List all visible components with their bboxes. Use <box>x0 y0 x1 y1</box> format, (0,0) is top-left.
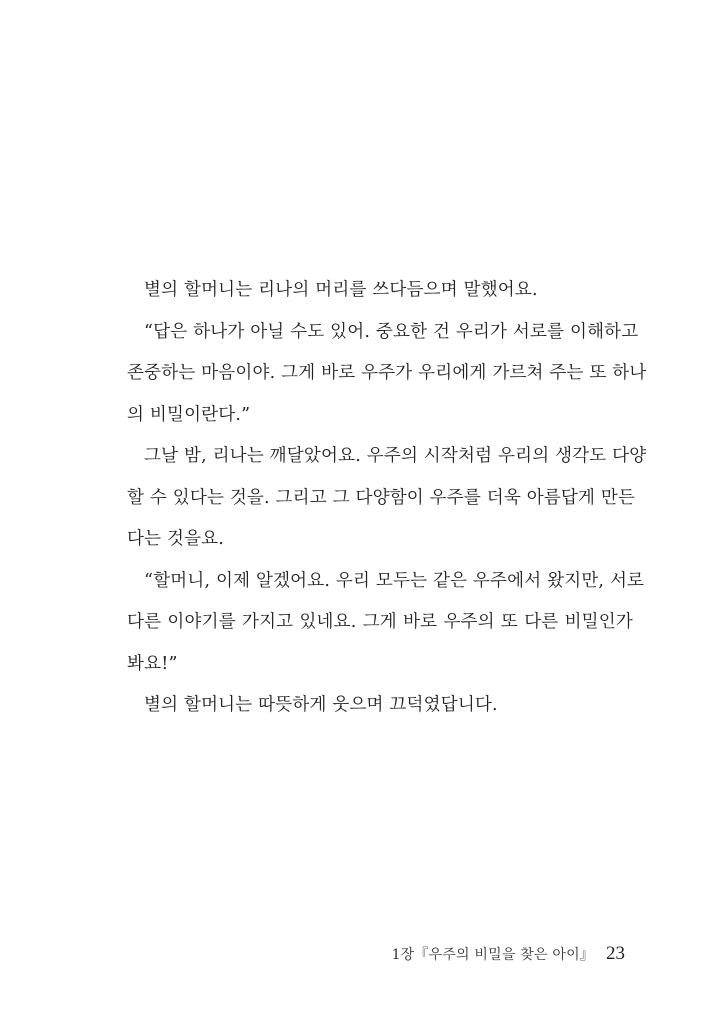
paragraph-line: “할머니, 이제 알겠어요. 우리 모두는 같은 우주에서 왔지만, 서로 <box>144 570 645 591</box>
paragraph-line: 다는 것을요. <box>127 529 225 549</box>
paragraph-line: 존중하는 마음이야. 그게 바로 우주가 우리에게 가르쳐 주는 또 하나 <box>127 363 647 383</box>
paragraph-line: 그날 밤, 리나는 깨달았어요. 우주의 시작처럼 우리의 생각도 다양 <box>144 446 647 466</box>
running-head: 1장『우주의 비밀을 찾은 아이』 <box>391 947 594 963</box>
body-text <box>127 270 647 727</box>
page-footer <box>392 943 625 965</box>
paragraph-line: “답은 하나가 아닐 수도 있어. 중요한 건 우리가 서로를 이해하고 <box>144 321 639 342</box>
page-number: 23 <box>606 943 625 964</box>
paragraph-line: 봐요!” <box>127 653 178 674</box>
paragraph-line: 별의 할머니는 따뜻하게 웃으며 끄덕였답니다. <box>144 695 498 715</box>
paragraph-line: 다른 이야기를 가지고 있네요. 그게 바로 우주의 또 다른 비밀인가 <box>127 612 633 632</box>
paragraph-line: 할 수 있다는 것을. 그리고 그 다양함이 우주를 더욱 아름답게 만든 <box>127 487 636 508</box>
paragraph-line: 별의 할머니는 리나의 머리를 쓰다듬으며 말했어요. <box>144 280 538 300</box>
paragraph-line: 의 비밀이란다.” <box>127 404 251 425</box>
